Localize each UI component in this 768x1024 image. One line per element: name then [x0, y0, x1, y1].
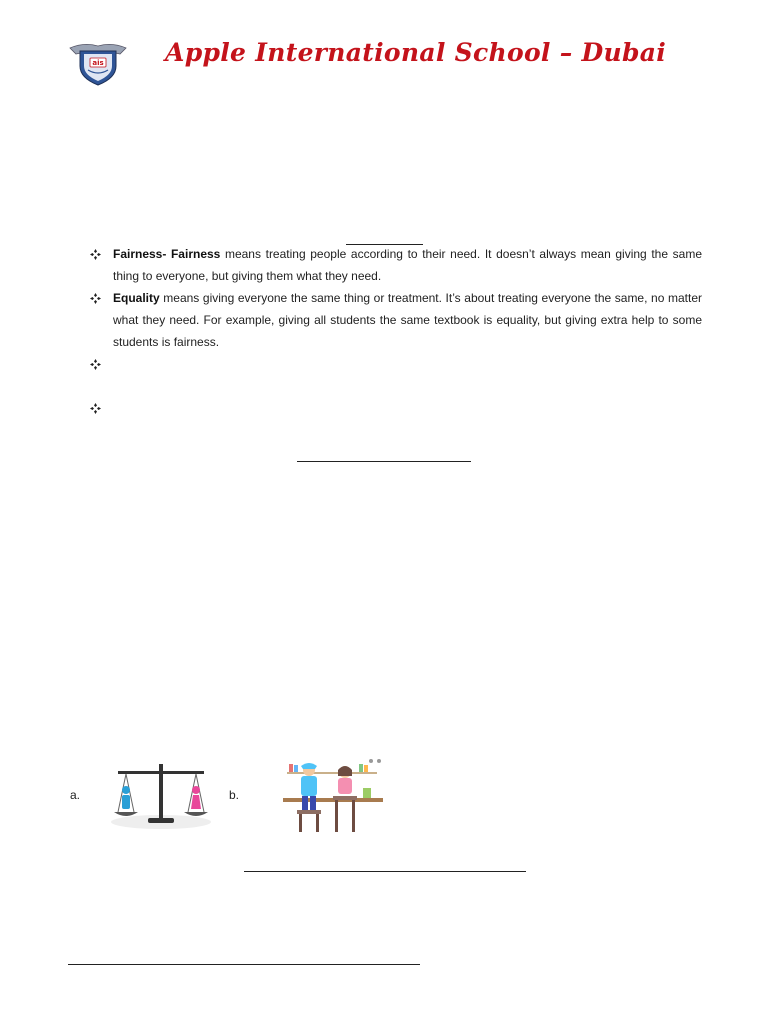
diamond-bullet-icon [90, 293, 101, 304]
definition-list [90, 243, 702, 419]
children-bookshelf-picture [279, 758, 387, 834]
definition-fairness: means treating people according to their need. It doesn’t always mean giving the same thing to everyone, but giving them what they need. [113, 247, 702, 283]
balance-scale-picture [106, 760, 216, 830]
bullet-empty-4 [90, 397, 702, 419]
blank-line-4 [68, 964, 420, 965]
term-fairness: Fairness- Fairness [113, 247, 221, 261]
blank-line-3 [244, 871, 526, 872]
picture-b-label: b. [229, 788, 240, 802]
diamond-bullet-icon [90, 249, 101, 260]
bullet-empty-3 [90, 353, 702, 375]
logo-initials: ais [92, 59, 104, 67]
school-title: Apple International School – Dubai [165, 38, 667, 67]
bullet-spacer [90, 375, 702, 397]
term-equality: Equality [113, 291, 160, 305]
blank-line-2 [297, 461, 471, 462]
diamond-bullet-icon [90, 403, 101, 414]
diamond-bullet-icon [90, 359, 101, 370]
definition-equality: means giving everyone the same thing or treatment. It’s about treating everyone the same, no matter what they need. For example, giving all students the same textbook is equality, but giving extra help to some students is fairness. [113, 291, 702, 349]
bullet-equality [90, 287, 702, 353]
picture-a-label: a. [70, 788, 81, 802]
bullet-fairness [90, 243, 702, 287]
school-crest-logo [68, 40, 128, 86]
